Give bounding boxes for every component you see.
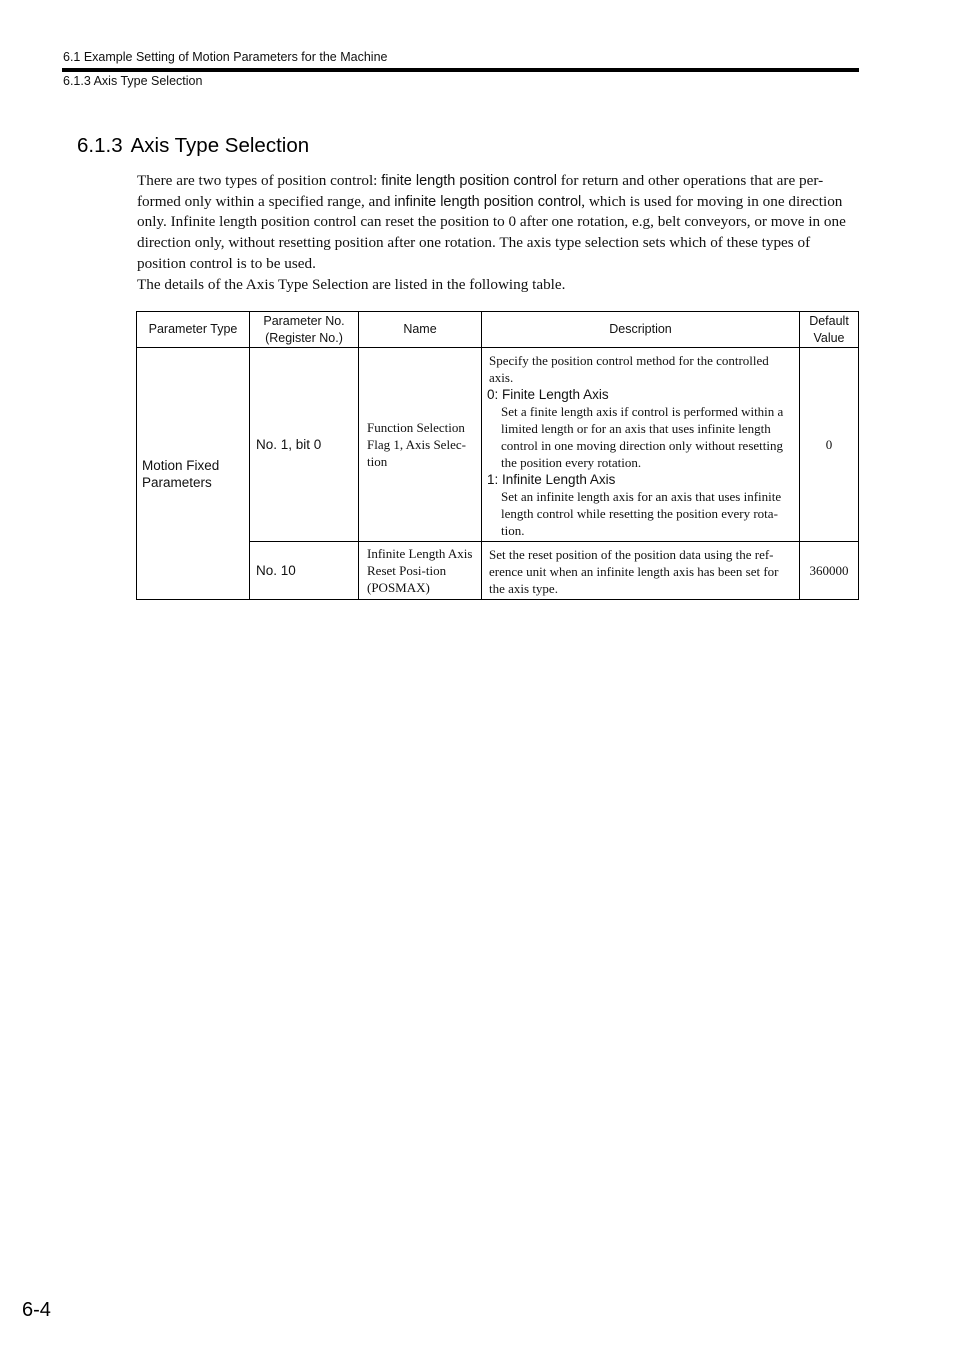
table-intro-paragraph: The details of the Axis Type Selection are listed in the following table. [137,275,566,293]
option-infinite-length-axis: 1: Infinite Length Axis [487,472,616,487]
section-number: 6.1.3 [77,134,123,157]
header-name: Name [359,312,482,348]
intro-text-b: for return and other operations that are per-formed only within a specified range, and [137,172,824,210]
header-default-line2: Value [813,330,845,345]
description-intro: Specify the position control method for the controlled axis. [489,353,769,385]
cell-parameter-no: No. 1, bit 0 [250,348,359,542]
cell-default-value: 360000 [800,542,859,600]
term-finite-length: finite length position control [381,173,557,189]
intro-paragraph [137,171,859,275]
term-infinite-length: infinite length position control [394,193,582,210]
option-infinite-length-text: Set an infinite length axis for an axis that uses infinite length control while resetting the position every rota-tion. [501,489,782,538]
header-rule [62,68,859,72]
header-parameter-no-line1: Parameter No. [263,313,345,328]
header-default-line1: Default [809,313,849,328]
page-number: 6-4 [22,1299,51,1321]
header-parameter-no-line2: (Register No.) [265,330,343,345]
cell-name: Infinite Length Axis Reset Posi-tion (POSMAX) [359,542,482,600]
header-description: Description [482,312,800,348]
section-title-text: Axis Type Selection [130,134,310,157]
cell-default-value: 0 [800,348,859,542]
option-finite-length-text: Set a finite length axis if control is performed within a limited length or for an axis that uses infinite length control in one moving direction only without resetting the position every rotation. [501,404,784,470]
table-row [137,348,859,542]
header-parameter-type: Parameter Type [137,312,250,348]
intro-text-c: , which is used for moving in one direction only. Infinite length position control can reset the position to 0 after one rotation, e.g, belt conveyors, or move in one direction only, without resetting position after one rotation. The axis type selection sets which of these types of position control is to be used. [137,192,846,272]
intro-text-a: There are two types of position control: [137,172,382,189]
axis-type-parameter-table [136,311,859,600]
cell-description: Set the reset position of the position data using the ref-erence unit when an infinite length axis has been set for the axis type. [482,542,800,600]
cell-parameter-no: No. 10 [250,542,359,600]
running-header-subsection: 6.1.3 Axis Type Selection [63,74,203,88]
running-header-section: 6.1 Example Setting of Motion Parameters for the Machine [63,50,388,64]
cell-name: Function Selection Flag 1, Axis Selec-tion [359,348,482,542]
section-title [77,134,309,158]
header-default-value [800,312,859,348]
intro-text [137,171,859,295]
header-parameter-no [250,312,359,348]
cell-parameter-type: Motion Fixed Parameters [137,348,250,600]
cell-description [482,348,800,542]
table-header-row [137,312,859,348]
option-finite-length-axis: 0: Finite Length Axis [487,387,609,402]
